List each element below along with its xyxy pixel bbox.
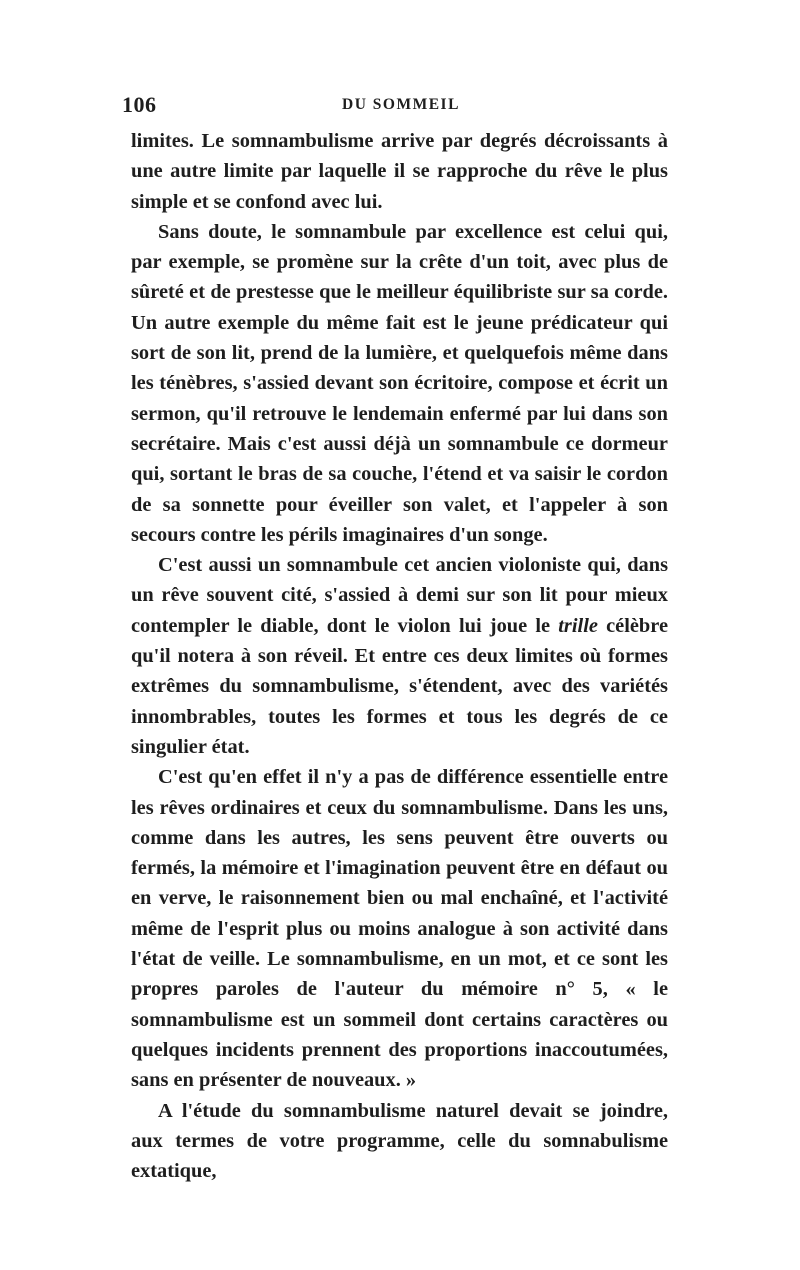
paragraph-3-part-2: célèbre qu'il notera à son réveil. Et entre ces deux limites où formes extrêmes du somnambulisme, s'étendent, avec des variétés innombrables, toutes les formes et tous les degrés de ce singulier état. xyxy=(131,614,668,758)
page-number: 106 xyxy=(122,92,157,117)
running-title: DU SOMMEIL xyxy=(342,96,460,113)
paragraph-4: C'est qu'en effet il n'y a pas de différence essentielle entre les rêves ordinaires et ceux du somnambulisme. Dans les uns, comme dans les autres, les sens peuvent être ouverts ou fermés, la mémoire et l'imagination peuvent être en défaut ou en verve, le raisonnement bien ou mal enchaîné, et l'activité même de l'esprit plus ou moins analogue à son activité dans l'état de veille. Le somnambulisme, en un mot, et ce sont les propres paroles de l'auteur du mémoire n° 5, « le somnambulisme est un sommeil dont certains caractères ou quelques incidents prennent des proportions inaccoutumées, sans en présenter de nouveaux. » xyxy=(131,766,668,1092)
paragraph-1: limites. Le somnambulisme arrive par degrés décroissants à une autre limite par laquelle il se rapproche du rêve le plus simple et se confond avec lui. xyxy=(131,130,668,213)
body-text xyxy=(131,126,668,1186)
paragraph-3-part-1: C'est aussi un somnambule cet ancien violoniste qui, dans un rêve souvent cité, s'assied à demi sur son lit pour mieux contempler le diable, dont le violon lui joue le xyxy=(131,554,668,637)
paragraph-3-emphasis: trille xyxy=(558,614,598,637)
paragraph-2: Sans doute, le somnambule par excellence est celui qui, par exemple, se promène sur la crête d'un toit, avec plus de sûreté et de prestesse que le meilleur équilibriste sur sa corde. Un autre exemple du même fait est le jeune prédicateur qui sort de son lit, prend de la lumière, et quelquefois même dans les ténèbres, s'assied devant son écritoire, compose et écrit un sermon, qu'il retrouve le lendemain enfermé par lui dans son secrétaire. Mais c'est aussi déjà un somnambule ce dormeur qui, sortant le bras de sa couche, l'étend et va saisir le cordon de sa sonnette pour éveiller son valet, et l'appeler à son secours contre les périls imaginaires d'un songe. xyxy=(131,220,668,546)
paragraph-5: A l'étude du somnambulisme naturel devait se joindre, aux termes de votre programme, celle du somnabulisme extatique, xyxy=(131,1099,668,1183)
paragraph-3 xyxy=(131,550,668,762)
page-header xyxy=(122,92,670,122)
